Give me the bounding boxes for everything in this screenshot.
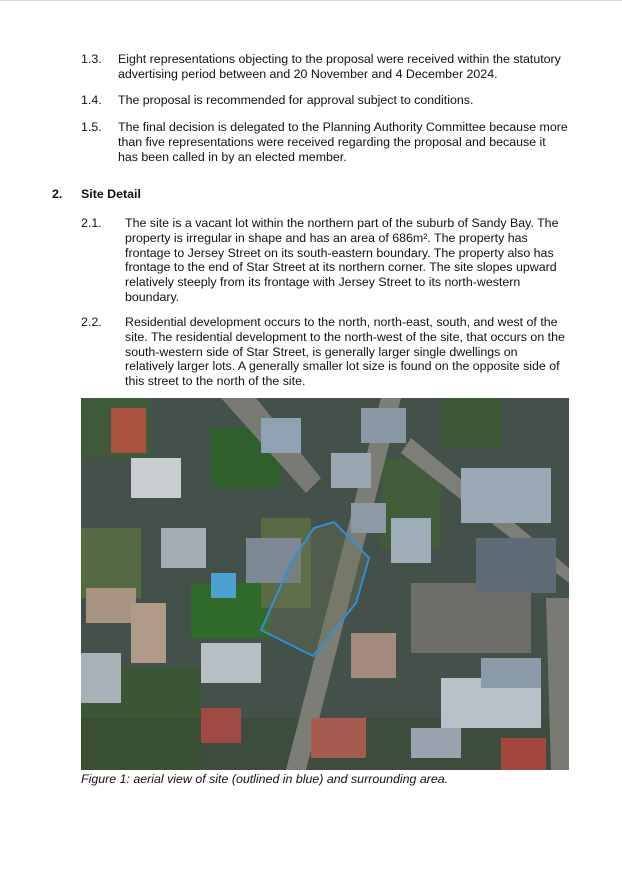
figure-caption: Figure 1: aerial view of site (outlined in blue) and surrounding area. <box>81 772 449 786</box>
paragraph-text: The proposal is recommended for approval subject to conditions. <box>118 93 474 107</box>
paragraph-number: 1.4. <box>81 93 102 107</box>
paragraph-number: 2.1. <box>81 216 102 230</box>
paragraph-number: 1.3. <box>81 52 102 66</box>
page-top-rule <box>0 0 622 1</box>
aerial-map-graphic <box>81 398 569 770</box>
paragraph-text: The final decision is delegated to the Planning Authority Committee because more than five representations were received regarding the proposal and because it has been called in by an elected member. <box>118 120 568 164</box>
paragraph-text: The site is a vacant lot within the northern part of the suburb of Sandy Bay. The property is irregular in shape and has an area of 686m². The property has frontage to Jersey Street on its south-eastern boundary. The property also has frontage to the end of Star Street at its northern corner. The site slopes upward relatively steeply from its frontage with Jersey Street to its north-western boundary. <box>125 216 559 304</box>
paragraph-text: Eight representations objecting to the proposal were received within the statutory advertising period between and 20 November and 4 December 2024. <box>118 52 561 81</box>
section-title: Site Detail <box>81 187 141 201</box>
paragraph-text: Residential development occurs to the north, north-east, south, and west of the site. The residential development to the north-west of the site, that occurs on the south-western side of Star Street, is generally larger single dwellings on relatively larger lots. A generally smaller lot size is found on the opposite side of this street to the north of the site. <box>125 315 565 389</box>
paragraph-number: 2.2. <box>81 315 102 329</box>
aerial-site-photo <box>81 398 569 770</box>
section-number: 2. <box>52 187 63 201</box>
paragraph-number: 1.5. <box>81 120 102 134</box>
